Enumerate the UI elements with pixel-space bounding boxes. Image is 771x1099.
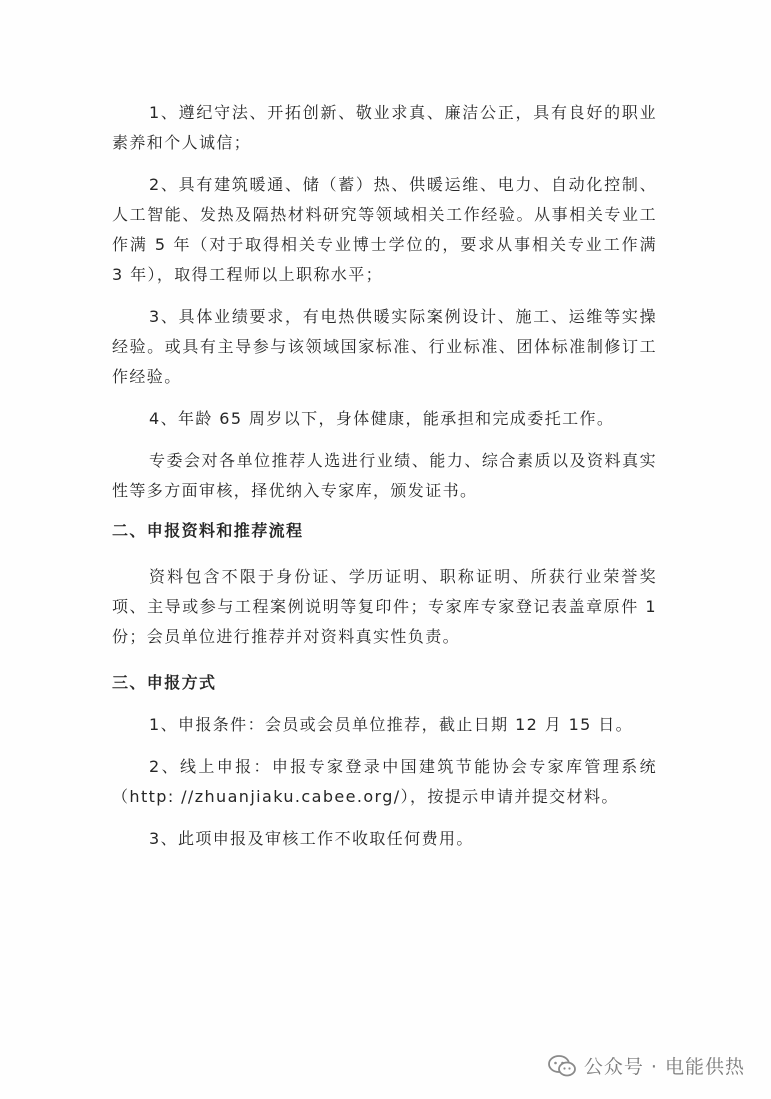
watermark bbox=[548, 1052, 745, 1079]
requirement-item-4: 4、年龄 65 周岁以下，身体健康，能承担和完成委托工作。 bbox=[149, 409, 615, 428]
wechat-icon bbox=[548, 1055, 576, 1077]
requirement-item-1: 1、遵纪守法、开拓创新、敬业求真、廉洁公正，具有良好的职业素养和个人诚信； bbox=[112, 103, 657, 152]
watermark-text: 公众号 · 电能供热 bbox=[583, 1056, 745, 1078]
review-paragraph: 专委会对各单位推荐人选进行业绩、能力、综合素质以及资料真实性等多方面审核，择优纳入专家库，颁发证书。 bbox=[112, 451, 657, 500]
method-item-2: 2、线上申报：申报专家登录中国建筑节能协会专家库管理系统（http: //zhuanjiaku.cabee.org/），按提示申请并提交材料。 bbox=[112, 757, 657, 806]
document-body bbox=[112, 98, 657, 854]
requirement-item-2: 2、具有建筑暖通、储（蓄）热、供暖运维、电力、自动化控制、人工智能、发热及隔热材料研究等领域相关工作经验。从事相关专业工作满 5 年（对于取得相关专业博士学位的，要求从事相关专业工作满 3 年），取得工程师以上职称水平； bbox=[112, 175, 657, 284]
requirement-item-3: 3、具体业绩要求，有电热供暖实际案例设计、施工、运维等实操经验。或具有主导参与该领域国家标准、行业标准、团体标准制修订工作经验。 bbox=[112, 307, 657, 386]
method-item-1: 1、申报条件：会员或会员单位推荐，截止日期 12 月 15 日。 bbox=[149, 715, 634, 734]
section-heading-method: 三、申报方式 bbox=[112, 673, 217, 692]
method-item-3: 3、此项申报及审核工作不收取任何费用。 bbox=[149, 829, 474, 848]
materials-paragraph: 资料包含不限于身份证、学历证明、职称证明、所获行业荣誉奖项、主导或参与工程案例说明等复印件；专家库专家登记表盖章原件 1 份；会员单位进行推荐并对资料真实性负责。 bbox=[112, 567, 657, 646]
section-heading-materials: 二、申报资料和推荐流程 bbox=[112, 521, 304, 540]
